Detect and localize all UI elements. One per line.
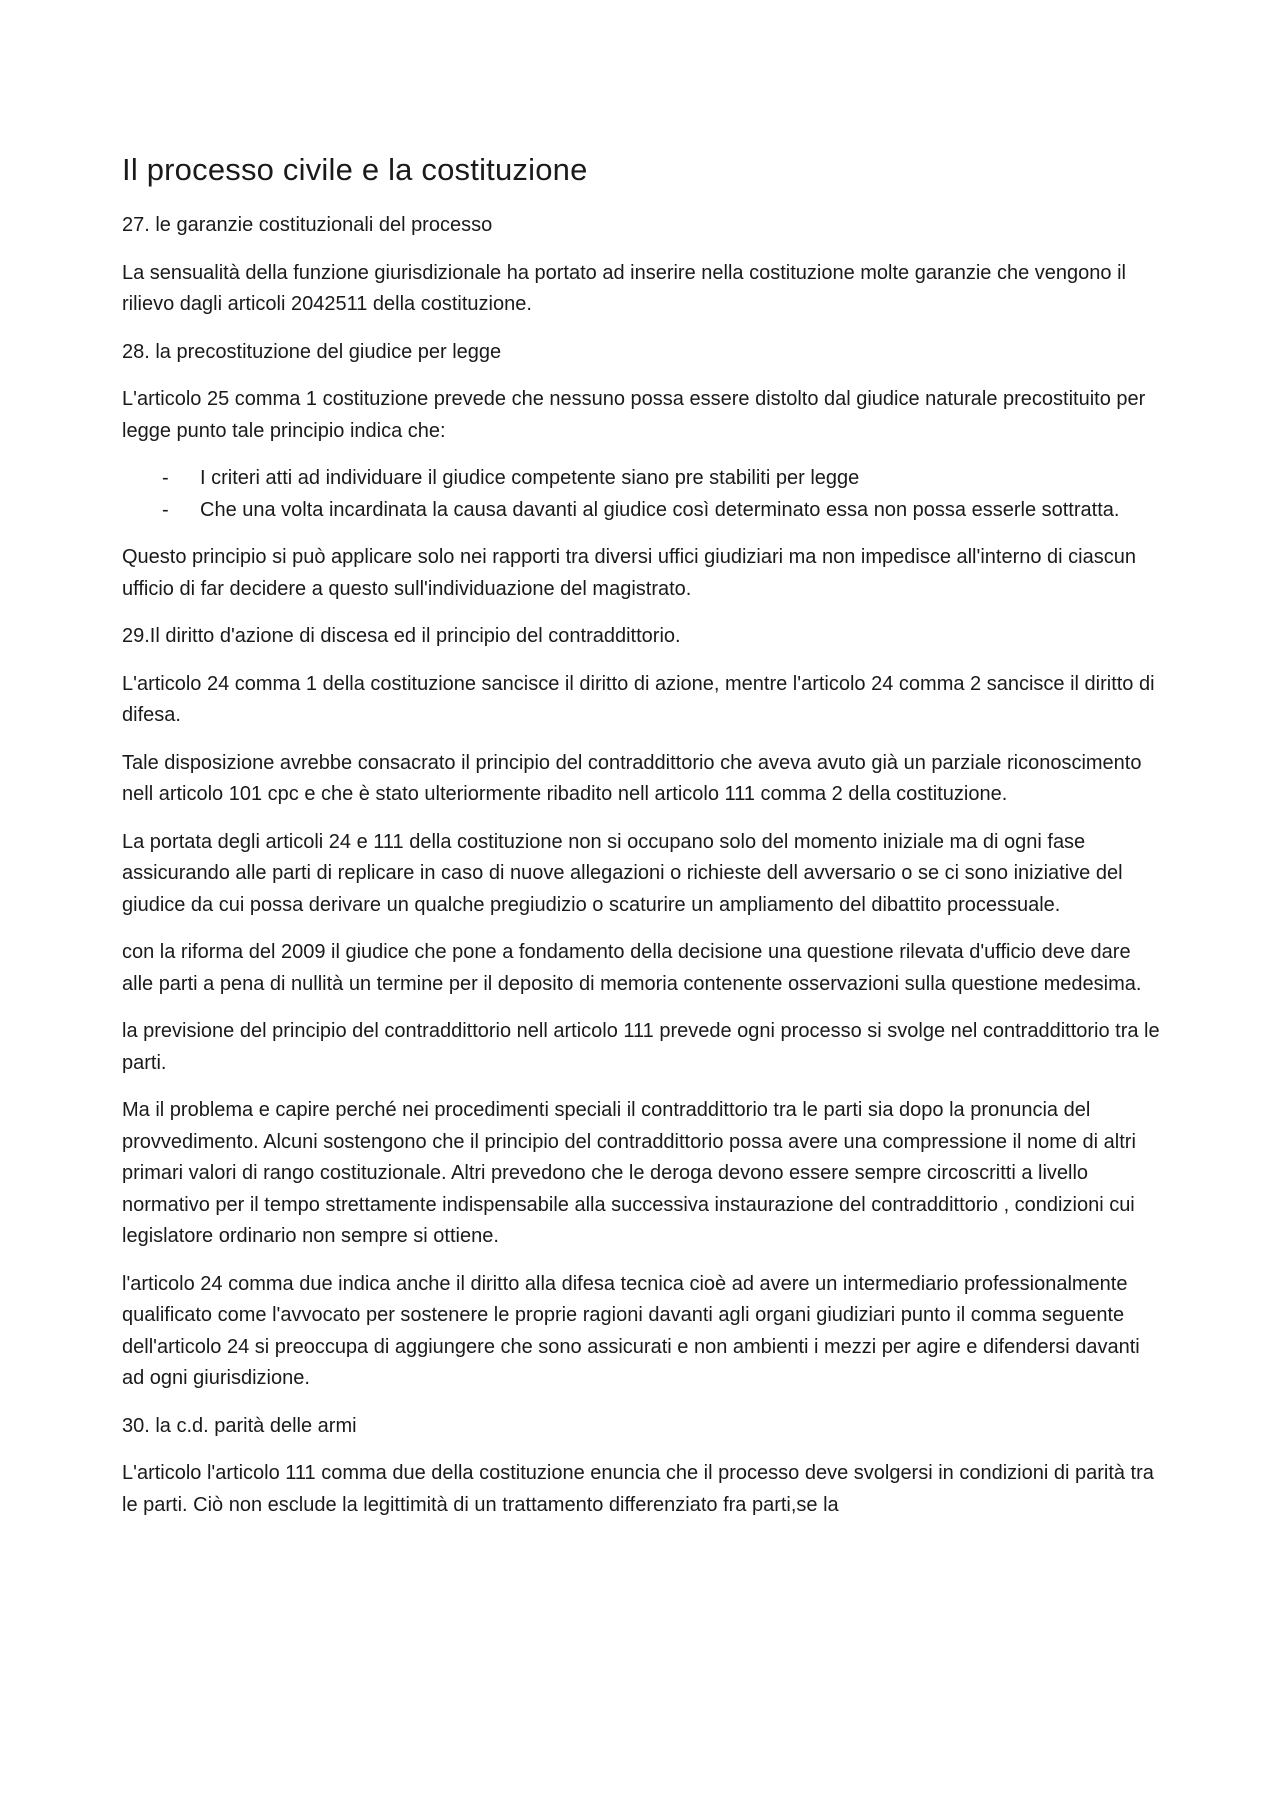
section-heading-29: 29.Il diritto d'azione di discesa ed il principio del contraddittorio.: [122, 625, 681, 647]
list-item: [122, 463, 1167, 495]
bullet-dash: -: [162, 498, 169, 521]
section-heading-28: 28. la precostituzione del giudice per legge: [122, 340, 502, 363]
paragraph: L'articolo l'articolo 111 comma due della costituzione enuncia che il processo deve svolgersi in condizioni di parità tra le parti. Ciò non esclude la legittimità di un trattamento differenziato fra parti,se la: [122, 1462, 1154, 1516]
bullet-list: [122, 463, 1167, 526]
section-heading-30: 30. la c.d. parità delle armi: [122, 1414, 357, 1437]
paragraph: La sensualità della funzione giurisdizionale ha portato ad inserire nella costituzione molte garanzie che vengono il rilievo dagli articoli 2042511 della costituzione.: [122, 261, 1126, 315]
paragraph: L'articolo 25 comma 1 costituzione prevede che nessuno possa essere distolto dal giudice naturale precostituito per legge punto tale principio indica che:: [122, 388, 1146, 442]
paragraph: la previsione del principio del contraddittorio nell articolo 111 prevede ogni processo si svolge nel contraddittorio tra le parti.: [122, 1020, 1160, 1074]
paragraph: l'articolo 24 comma due indica anche il diritto alla difesa tecnica cioè ad avere un intermediario professionalmente qualificato come l'avvocato per sostenere le proprie ragioni davanti agli organi giudiziari punto il comma seguente dell'articolo 24 si preoccupa di aggiungere che sono assicurati e non ambienti i mezzi per agire e difendersi davanti ad ogni giurisdizione.: [122, 1272, 1140, 1389]
paragraph: La portata degli articoli 24 e 111 della costituzione non si occupano solo del momento iniziale ma di ogni fase assicurando alle parti di replicare in caso di nuove allegazioni o richieste dell avversario o se ci sono iniziative del giudice da cui possa derivare un qualche pregiudizio o scaturire un ampliamento del dibattito processuale.: [122, 830, 1123, 916]
list-item-text: Che una volta incardinata la causa davanti al giudice così determinato essa non possa esserle sottratta.: [200, 498, 1120, 521]
document-title: Il processo civile e la costituzione: [122, 152, 588, 187]
paragraph: con la riforma del 2009 il giudice che pone a fondamento della decisione una questione rilevata d'ufficio deve dare alle parti a pena di nullità un termine per il deposito di memoria contenente osservazioni sulla questione medesima.: [122, 941, 1142, 995]
paragraph: Ma il problema e capire perché nei procedimenti speciali il contraddittorio tra le parti sia dopo la pronuncia del provvedimento. Alcuni sostengono che il principio del contraddittorio possa avere una compressione il nome di altri primari valori di rango costituzionale. Altri prevedono che le deroga devono essere sempre circoscritti a livello normativo per il tempo strettamente indispensabile alla successiva instaurazione del contraddittorio , condizioni cui legislatore ordinario non sempre si ottiene.: [122, 1099, 1136, 1247]
paragraph: Tale disposizione avrebbe consacrato il principio del contraddittorio che aveva avuto già un parziale riconoscimento nell articolo 101 cpc e che è stato ulteriormente ribadito nell articolo 111 comma 2 della costituzione.: [122, 751, 1142, 805]
list-item: [122, 495, 1167, 527]
paragraph: Questo principio si può applicare solo nei rapporti tra diversi uffici giudiziari ma non impedisce all'interno di ciascun ufficio di far decidere a questo sull'individuazione del magistrato.: [122, 546, 1136, 600]
section-heading-27: 27. le garanzie costituzionali del processo: [122, 214, 493, 236]
list-item-text: I criteri atti ad individuare il giudice competente siano pre stabiliti per legge: [200, 467, 860, 489]
document-page: [122, 150, 1167, 1537]
paragraph: L'articolo 24 comma 1 della costituzione sancisce il diritto di azione, mentre l'articolo 24 comma 2 sancisce il diritto di difesa.: [122, 672, 1155, 726]
bullet-dash: -: [162, 467, 169, 489]
